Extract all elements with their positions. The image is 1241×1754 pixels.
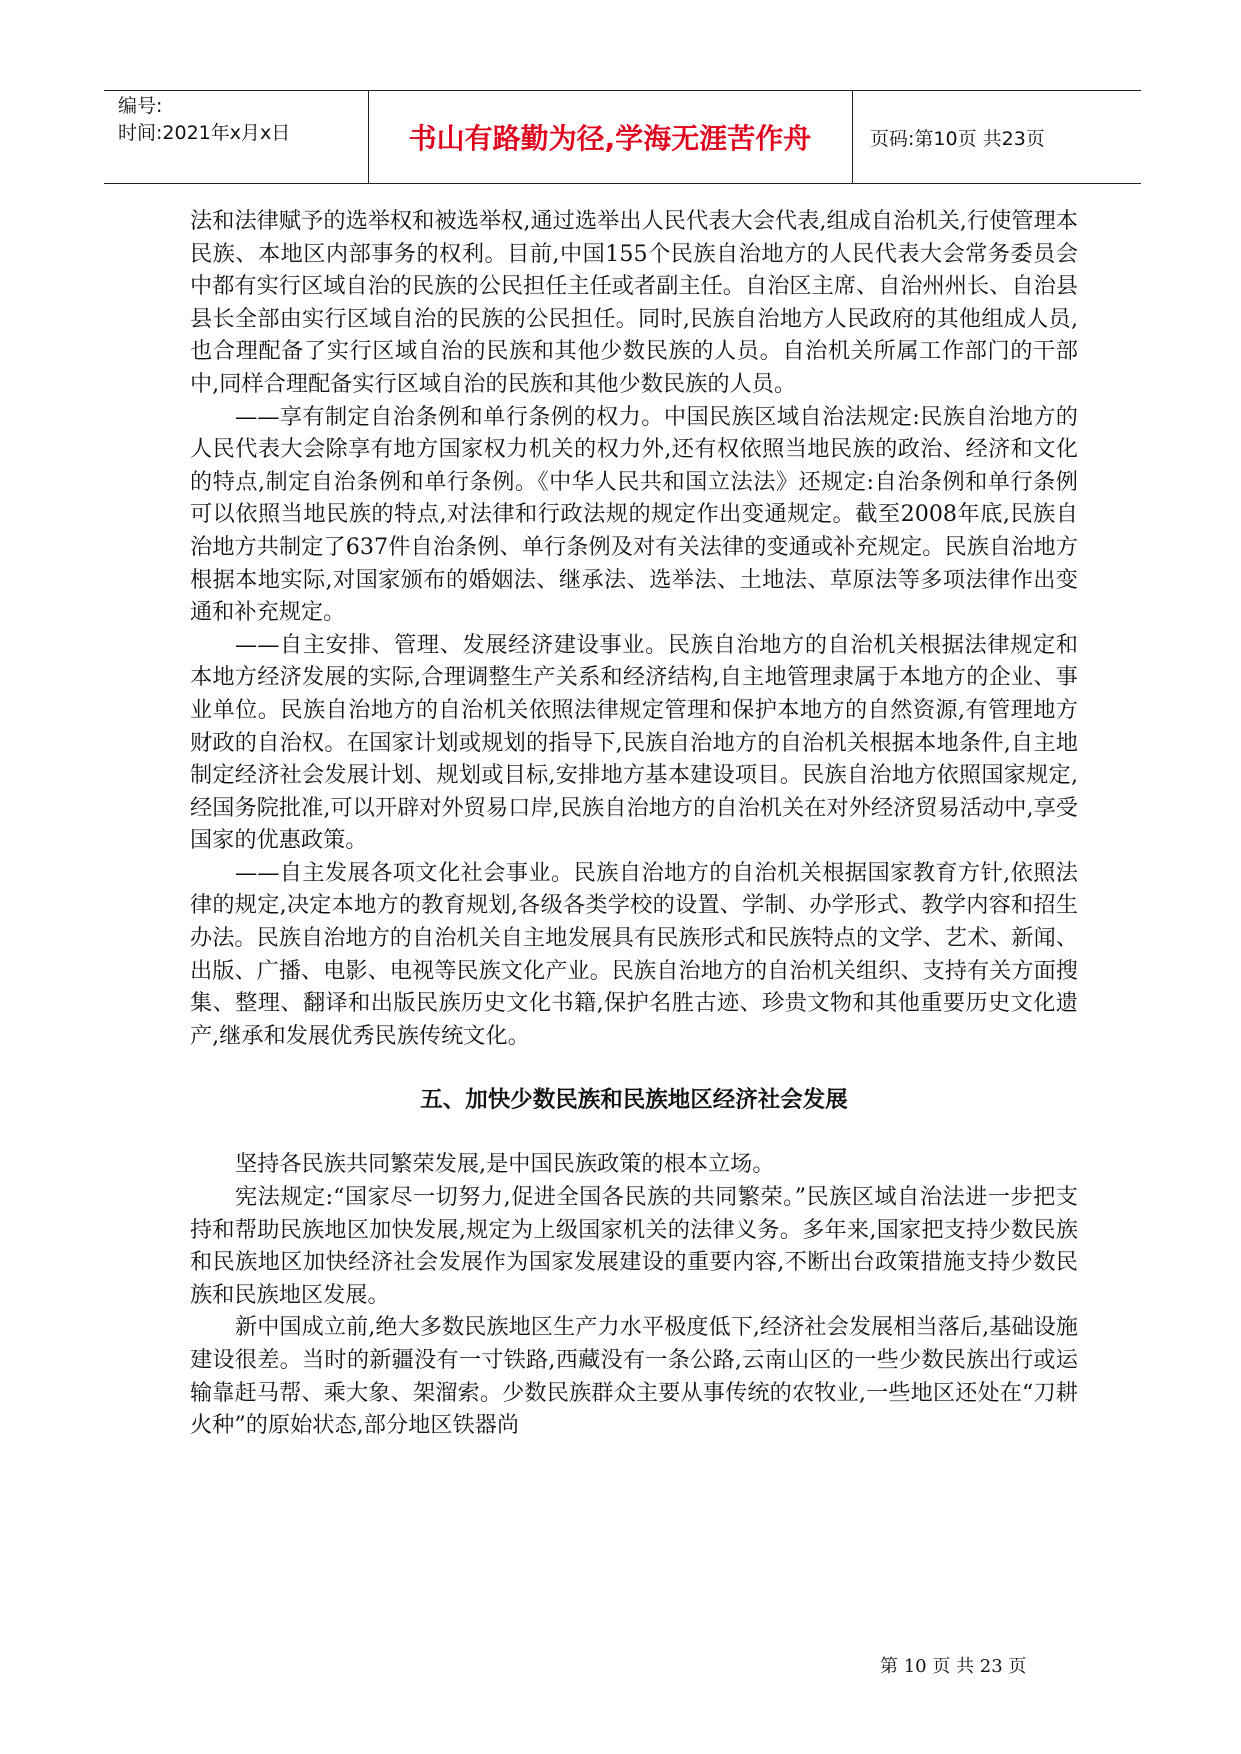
body-paragraph: 坚持各民族共同繁荣发展,是中国民族政策的根本立场。 bbox=[235, 1151, 775, 1178]
header-motto: 书山有路勤为径,学海无涯苦作舟 bbox=[368, 91, 853, 183]
body-paragraph: 宪法规定:“国家尽一切努力,促进全国各民族的共同繁荣。”民族区域自治法进一步把支持和帮助民族地区加快发展,规定为上级国家机关的法律义务。多年来,国家把支持少数民族和民族地区加快经济社会发展作为国家发展建设的重要内容,不断出台政策措施支持少数民族和民族地区发展。 bbox=[190, 1184, 1078, 1308]
body-paragraph: 法和法律赋予的选举权和被选举权,通过选举出人民代表大会代表,组成自治机关,行使管理本民族、本地区内部事务的权利。目前,中国155个民族自治地方的人民代表大会常务委员会中都有实行区域自治的民族的公民担任主任或者副主任。自治区主席、自治州州长、自治县县长全部由实行区域自治的民族的公民担任。同时,民族自治地方人民政府的其他组成人员,也合理配备了实行区域自治的民族和其他少数民族的人员。自治机关所属工作部门的干部中,同样合理配备实行区域自治的民族和其他少数民族的人员。 bbox=[190, 208, 1078, 397]
header-page-info: 页码:第10页 共23页 bbox=[870, 127, 1045, 150]
page-header bbox=[104, 90, 1141, 184]
body-paragraph: 新中国成立前,绝大多数民族地区生产力水平极度低下,经济社会发展相当落后,基础设施建设很差。当时的新疆没有一寸铁路,西藏没有一条公路,云南山区的一些少数民族出行或运输靠赶马帮、乘大象、架溜索。少数民族群众主要从事传统的农牧业,一些地区还处在“刀耕火种”的原始状态,部分地区铁器尚 bbox=[190, 1314, 1078, 1439]
body-paragraph: ——自主安排、管理、发展经济建设事业。民族自治地方的自治机关根据法律规定和本地方经济发展的实际,合理调整生产关系和经济结构,自主地管理隶属于本地方的企业、事业单位。民族自治地方的自治机关依照法律规定管理和保护本地方的自然资源,有管理地方财政的自治权。在国家计划或规划的指导下,民族自治地方的自治机关根据本地条件,自主地制定经济社会发展计划、规划或目标,安排地方基本建设项目。民族自治地方依照国家规定,经国务院批准,可以开辟对外贸易口岸,民族自治地方的自治机关在对外经济贸易活动中,享受国家的优惠政策。 bbox=[190, 631, 1078, 854]
section-heading: 五、加快少数民族和民族地区经济社会发展 bbox=[420, 1087, 848, 1114]
header-meta-cell bbox=[104, 91, 369, 183]
document-time-label: 时间:2021年x月x日 bbox=[118, 122, 291, 144]
page-footer: 第 10 页 共 23 页 bbox=[880, 1656, 1027, 1677]
document-body bbox=[190, 205, 1078, 1442]
body-paragraph: ——自主发展各项文化社会事业。民族自治地方的自治机关根据国家教育方针,依照法律的规定,决定本地方的教育规划,各级各类学校的设置、学制、办学形式、教学内容和招生办法。民族自治地方的自治机关自主地发展具有民族形式和民族特点的文学、艺术、新闻、出版、广播、电影、电视等民族文化产业。民族自治地方的自治机关组织、支持有关方面搜集、整理、翻译和出版民族历史文化书籍,保护名胜古迹、珍贵文物和其他重要历史文化遗产,继承和发展优秀民族传统文化。 bbox=[190, 859, 1078, 1049]
body-paragraph: ——享有制定自治条例和单行条例的权力。中国民族区域自治法规定:民族自治地方的人民代表大会除享有地方国家权力机关的权力外,还有权依照当地民族的政治、经济和文化的特点,制定自治条例和单行条例。《中华人民共和国立法法》还规定:自治条例和单行条例可以依照当地民族的特点,对法律和行政法规的规定作出变通规定。截至2008年底,民族自治地方共制定了637件自治条例、单行条例及对有关法律的变通或补充规定。民族自治地方根据本地实际,对国家颁布的婚姻法、继承法、选举法、土地法、草原法等多项法律作出变通和补充规定。 bbox=[190, 403, 1078, 626]
document-number-label: 编号: bbox=[118, 95, 163, 117]
